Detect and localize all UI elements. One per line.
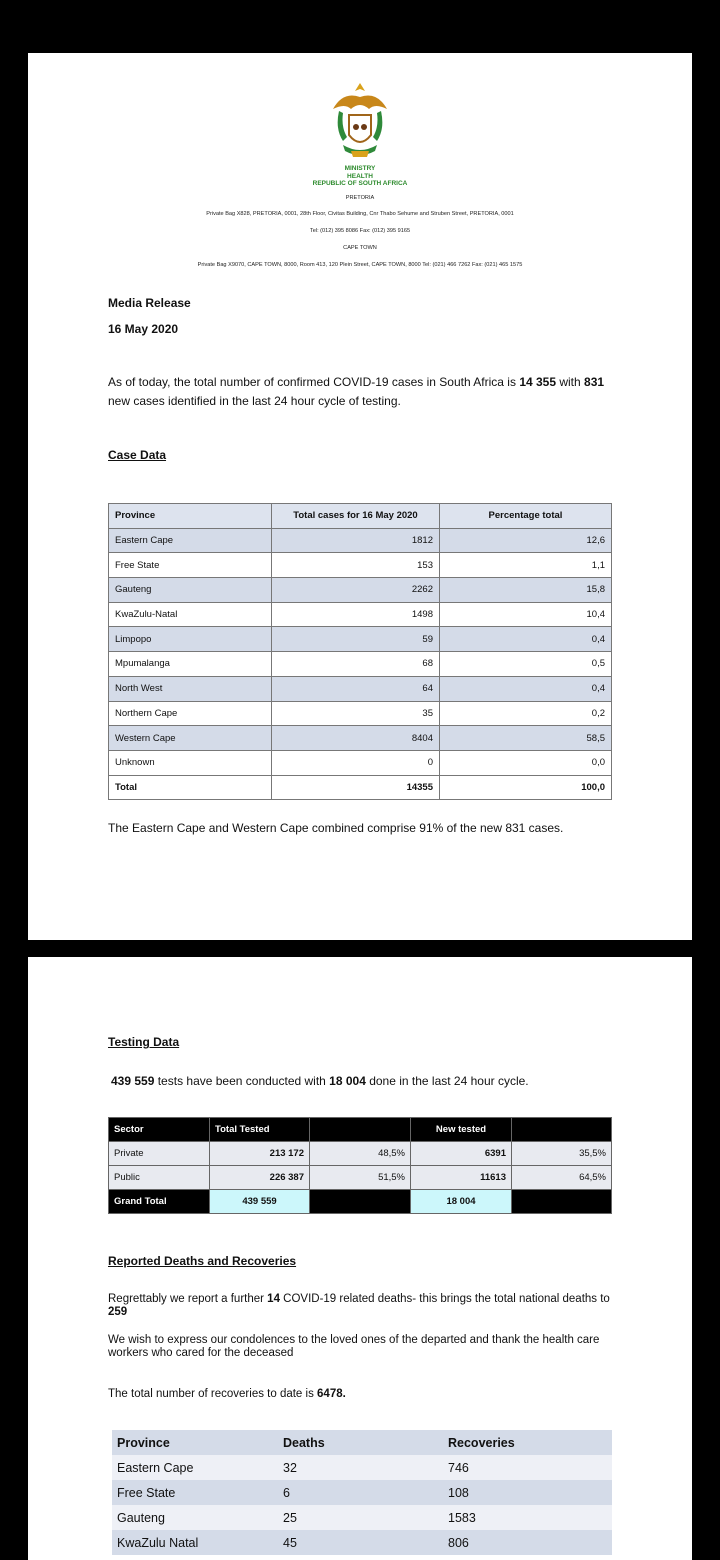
- testing-table: [108, 1117, 612, 1214]
- table-row: [109, 676, 612, 701]
- cell: 746: [443, 1455, 612, 1480]
- cell: 0,4: [440, 676, 612, 701]
- table-row: [112, 1480, 612, 1505]
- case-data-table: [108, 503, 612, 800]
- cell: 64,5%: [512, 1166, 612, 1190]
- cell: 68: [272, 652, 440, 677]
- col-province: Province: [109, 504, 272, 529]
- cell: 15,8: [440, 578, 612, 603]
- cell: Eastern Cape: [112, 1455, 278, 1480]
- cell: 12,6: [440, 528, 612, 553]
- cell: 25: [278, 1505, 443, 1530]
- cape-town-label: CAPE TOWN: [343, 245, 377, 251]
- cell: 0,2: [440, 701, 612, 726]
- col-deaths: Deaths: [278, 1430, 443, 1455]
- case-note: The Eastern Cape and Western Cape combined comprise 91% of the new 831 cases.: [108, 821, 564, 835]
- cell: Gauteng: [112, 1505, 278, 1530]
- table-row: [112, 1505, 612, 1530]
- cell: 1,1: [440, 553, 612, 578]
- deaths-recoveries-table: [112, 1430, 612, 1555]
- cell: North West: [109, 676, 272, 701]
- cell: 6391: [411, 1142, 512, 1166]
- cell: Limpopo: [109, 627, 272, 652]
- cell: Gauteng: [109, 578, 272, 603]
- cell: 153: [272, 553, 440, 578]
- cell: Total: [109, 775, 272, 800]
- intro-paragraph: As of today, the total number of confirmed COVID-19 cases in South Africa is 14 355 with 831 new cases identified in the last 24 hour cycle of testing.: [108, 375, 605, 408]
- cell: 2262: [272, 578, 440, 603]
- cell: Unknown: [109, 750, 272, 775]
- cell: Northern Cape: [109, 701, 272, 726]
- release-title: Media Release: [108, 296, 191, 310]
- condolences-paragraph: We wish to express our condolences to the loved ones of the departed and thank the health care workers who cared for the deceased: [108, 1334, 600, 1359]
- table-row: [109, 1142, 612, 1166]
- cape-town-address: Private Bag X9070, CAPE TOWN, 8000, Room 413, 120 Plein Street, CAPE TOWN, 8000 Tel: (021) 466 7262 Fax: (021) 465 1575: [197, 262, 523, 268]
- cell: [512, 1190, 612, 1214]
- cell: KwaZulu Natal: [112, 1530, 278, 1555]
- case-data-heading: Case Data: [108, 448, 167, 462]
- cell: Free State: [112, 1480, 278, 1505]
- testing-data-heading: Testing Data: [108, 1035, 180, 1049]
- table-row: [109, 602, 612, 627]
- cell: 10,4: [440, 602, 612, 627]
- col-total-tested: Total Tested: [210, 1118, 310, 1142]
- col-recoveries: Recoveries: [443, 1430, 612, 1455]
- cell: 226 387: [210, 1166, 310, 1190]
- cell: 32: [278, 1455, 443, 1480]
- document-page-2: [28, 957, 692, 1560]
- cell: 8404: [272, 726, 440, 751]
- deaths-paragraph: Regrettably we report a further 14 COVID-19 related deaths- this brings the total national deaths to 259: [108, 1293, 610, 1318]
- coat-of-arms-logo: [329, 79, 391, 165]
- table-header-row: [109, 1118, 612, 1142]
- table-row: [109, 578, 612, 603]
- table-row: [109, 1166, 612, 1190]
- cell: 59: [272, 627, 440, 652]
- cell: 35,5%: [512, 1142, 612, 1166]
- cell: 14355: [272, 775, 440, 800]
- col-blank: [512, 1118, 612, 1142]
- pretoria-contact: Tel: (012) 395 8086 Fax: (012) 395 9165: [309, 228, 411, 234]
- col-total-cases: Total cases for 16 May 2020: [272, 504, 440, 529]
- pretoria-address: Private Bag X828, PRETORIA, 0001, 28th Floor, Civitas Building, Cnr Thabo Sehume and Struben Street, PRETORIA, 0001: [206, 211, 514, 217]
- col-sector: Sector: [109, 1118, 210, 1142]
- cell: 64: [272, 676, 440, 701]
- cell: [310, 1190, 411, 1214]
- release-date: 16 May 2020: [108, 322, 179, 336]
- col-blank: [310, 1118, 411, 1142]
- cell: 6: [278, 1480, 443, 1505]
- cell: 45: [278, 1530, 443, 1555]
- table-row: [109, 701, 612, 726]
- cell: 11613: [411, 1166, 512, 1190]
- table-row: [109, 750, 612, 775]
- cell: 58,5: [440, 726, 612, 751]
- recoveries-paragraph: The total number of recoveries to date is 6478.: [108, 1388, 346, 1400]
- pretoria-label: PRETORIA: [345, 195, 375, 201]
- cell: Mpumalanga: [109, 652, 272, 677]
- table-row: [109, 627, 612, 652]
- cell: Grand Total: [109, 1190, 210, 1214]
- table-row: [109, 553, 612, 578]
- cell: 0,0: [440, 750, 612, 775]
- cell: 1812: [272, 528, 440, 553]
- table-total-row: [109, 775, 612, 800]
- cell: Private: [109, 1142, 210, 1166]
- cell: 35: [272, 701, 440, 726]
- table-header-row: [112, 1430, 612, 1455]
- table-row: [109, 528, 612, 553]
- table-grand-total-row: [109, 1190, 612, 1214]
- cell: 0,5: [440, 652, 612, 677]
- cell: Public: [109, 1166, 210, 1190]
- cell: 1498: [272, 602, 440, 627]
- deaths-heading: Reported Deaths and Recoveries: [108, 1254, 297, 1268]
- cell: 108: [443, 1480, 612, 1505]
- cell: 213 172: [210, 1142, 310, 1166]
- cell: KwaZulu-Natal: [109, 602, 272, 627]
- table-header-row: [109, 504, 612, 529]
- cell: 439 559: [210, 1190, 310, 1214]
- table-row: [109, 726, 612, 751]
- table-row: [112, 1530, 612, 1555]
- cell: 51,5%: [310, 1166, 411, 1190]
- cell: 1583: [443, 1505, 612, 1530]
- cell: 18 004: [411, 1190, 512, 1214]
- cell: 806: [443, 1530, 612, 1555]
- table-row: [112, 1455, 612, 1480]
- testing-summary: 439 559 tests have been conducted with 18 004 done in the last 24 hour cycle.: [111, 1074, 529, 1088]
- cell: 0: [272, 750, 440, 775]
- col-percentage: Percentage total: [440, 504, 612, 529]
- cell: Western Cape: [109, 726, 272, 751]
- document-page-1: [28, 53, 692, 940]
- col-province: Province: [112, 1430, 278, 1455]
- table-row: [109, 652, 612, 677]
- ministry-name: MINISTRY HEALTH REPUBLIC OF SOUTH AFRICA: [312, 165, 408, 187]
- cell: Eastern Cape: [109, 528, 272, 553]
- cell: 0,4: [440, 627, 612, 652]
- cell: 100,0: [440, 775, 612, 800]
- cell: 48,5%: [310, 1142, 411, 1166]
- cell: Free State: [109, 553, 272, 578]
- col-new-tested: New tested: [411, 1118, 512, 1142]
